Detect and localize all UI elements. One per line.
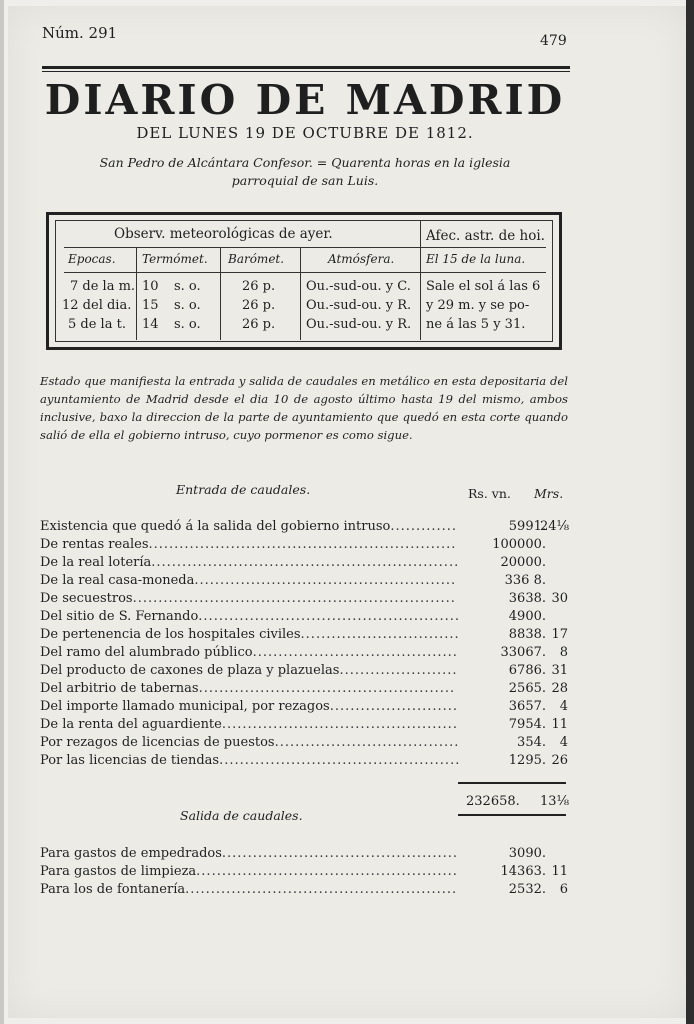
leader-dots: ............................................................ — [148, 537, 457, 552]
ledger-label — [40, 698, 458, 716]
weather-barometro: 26 p. — [242, 298, 276, 313]
ledger-rs: 5991. — [508, 519, 546, 534]
leader-dots: ............................................... — [219, 753, 461, 768]
ledger-row — [40, 662, 570, 680]
intro-paragraph — [40, 372, 568, 444]
ledger-rs: 3638. — [508, 591, 546, 606]
weather-table-inner — [55, 220, 553, 342]
col-mrs-heading: Mrs. — [534, 486, 564, 501]
top-rule-thin — [42, 71, 570, 72]
weather-epoca: 7 de la m. — [70, 279, 136, 294]
ledger-rs: 354. — [517, 735, 546, 750]
ledger-row — [40, 518, 570, 536]
ledger-mrs: 8 — [559, 645, 568, 660]
weather-grados: s. o. — [174, 317, 201, 332]
weather-epoca: 12 del dia. — [62, 298, 132, 313]
ledger-rs: 14363. — [500, 864, 546, 879]
ledger-mrs: 31 — [551, 663, 568, 678]
ledger-mrs: 4 — [559, 735, 568, 750]
weather-astr-title: Afec. astr. de hoi. — [426, 228, 545, 244]
ledger-label-text: Del arbitrio de tabernas — [40, 681, 199, 696]
ledger-label — [40, 716, 458, 734]
leader-dots: ......................... — [329, 699, 459, 714]
weather-termometro: 10 — [142, 279, 159, 294]
ledger-row — [40, 644, 570, 662]
ledger-label-text: De rentas reales — [40, 537, 149, 552]
ledger-row — [40, 554, 570, 572]
weather-termometro: 15 — [142, 298, 159, 313]
leader-dots: ............................................................ — [151, 555, 460, 570]
leader-dots: .................................... — [274, 735, 460, 750]
col-atmosfera: Atmósfera. — [328, 252, 395, 266]
ledger-rs: 33067. — [500, 645, 546, 660]
weather-table — [46, 212, 562, 350]
ledger-label — [40, 572, 456, 590]
saint-line-1: San Pedro de Alcántara Confesor. = Quarenta horas en la iglesia — [99, 155, 511, 170]
col-rs-heading: Rs. vn. — [468, 486, 511, 501]
ledger-mrs: 11 — [551, 864, 568, 879]
weather-atmosfera: Ou.-sud-ou. y R. — [306, 298, 412, 313]
leader-dots: ............................................................... — [132, 591, 456, 606]
page-edge-right — [686, 0, 694, 1024]
ledger-rs: 336 8. — [504, 573, 546, 588]
ledger-label — [40, 626, 460, 644]
ledger-mrs: 24⅛ — [540, 519, 570, 534]
astr-line-2: y 29 m. y se po- — [426, 298, 530, 313]
ledger-mrs: 17 — [551, 627, 568, 642]
ledger-row — [40, 680, 570, 698]
ledger-label-text: De la real casa-moneda — [40, 573, 195, 588]
ledger-label-text: De la real lotería — [40, 555, 152, 570]
ledger-label — [40, 608, 460, 626]
ledger-label — [40, 881, 457, 899]
ledger-rs: 20000. — [500, 555, 546, 570]
entrada-total-rs: 232658. — [466, 794, 520, 809]
ledger-row — [40, 863, 570, 881]
ledger-rs: 2532. — [508, 882, 546, 897]
leader-dots: ................................................... — [194, 573, 457, 588]
ledger-label-text: De pertenencia de los hospitales civiles — [40, 627, 301, 642]
ledger-mrs: 30 — [551, 591, 568, 606]
leader-dots: ............. — [390, 519, 458, 534]
saint-of-day — [80, 154, 530, 190]
weather-col-divider-2 — [220, 247, 221, 340]
ledger-label-text: Para gastos de limpieza — [40, 864, 197, 879]
ledger-row — [40, 608, 570, 626]
ledger-label — [40, 680, 455, 698]
weather-col-divider-4 — [420, 221, 421, 340]
ledger-mrs: 26 — [551, 753, 568, 768]
ledger-label — [40, 734, 459, 752]
ledger-label-text: De secuestros — [40, 591, 133, 606]
ledger-rs: 3657. — [508, 699, 546, 714]
ledger-label-text: Para gastos de empedrados — [40, 846, 222, 861]
ledger-rs: 7954. — [508, 717, 546, 732]
ledger-label — [40, 644, 458, 662]
ledger-label-text: Del sitio de S. Fernando — [40, 609, 199, 624]
ledger-label-text: Para los de fontanería — [40, 882, 186, 897]
weather-grados: s. o. — [174, 298, 201, 313]
ledger-label-text: Del importe llamado municipal, por rezagos — [40, 699, 330, 714]
total-rule-bottom — [458, 814, 566, 816]
leader-dots: ................................................... — [198, 609, 461, 624]
ledger-mrs: 4 — [559, 699, 568, 714]
ledger-rs: 3090. — [508, 846, 546, 861]
entrada-heading: Entrada de caudales. — [176, 482, 311, 497]
top-rule — [42, 66, 570, 69]
intro-text: Estado que manifiesta la entrada y salida de caudales en metálico en esta depositaria del ayuntamiento de Madrid desde el dia 10 de agosto último hasta 19 del mismo, ambos inclusive, baxo la direccion de la parte de ayuntamiento que quedó en esta corte quando salió de ella el gobierno intruso, cuyo pormenor es como sigue. — [40, 374, 568, 442]
ledger-row — [40, 536, 570, 554]
leader-dots: ................................................... — [196, 864, 458, 879]
ledger-label-text: Del ramo del alumbrado público — [40, 645, 253, 660]
salida-heading: Salida de caudales. — [180, 808, 303, 823]
weather-barometro: 26 p. — [242, 279, 276, 294]
ledger-label — [40, 863, 458, 881]
weather-obs-title: Observ. meteorológicas de ayer. — [114, 226, 333, 242]
issue-number: Núm. 291 — [42, 24, 118, 42]
ledger-mrs: 6 — [559, 882, 568, 897]
weather-grados: s. o. — [174, 279, 201, 294]
ledger-row — [40, 716, 570, 734]
total-rule-top — [458, 782, 566, 784]
saint-line-2: parroquial de san Luis. — [231, 173, 379, 188]
entrada-list — [40, 518, 570, 770]
weather-barometro: 26 p. — [242, 317, 276, 332]
weather-termometro: 14 — [142, 317, 159, 332]
ledger-mrs: 11 — [551, 717, 568, 732]
leader-dots: ........................................ — [252, 645, 458, 660]
ledger-label-text: Por rezagos de licencias de puestos — [40, 735, 275, 750]
weather-atmosfera: Ou.-sud-ou. y R. — [306, 317, 412, 332]
ledger-label — [40, 518, 457, 536]
leader-dots: .............................................. — [221, 846, 458, 861]
ledger-label-text: Del producto de caxones de plaza y plazuelas — [40, 663, 340, 678]
page-number: 479 — [540, 33, 567, 49]
leader-dots: .............................................. — [221, 717, 458, 732]
page-edge-left — [0, 0, 4, 1024]
ledger-row — [40, 590, 570, 608]
ledger-rs: 1295. — [508, 753, 546, 768]
ledger-label — [40, 590, 456, 608]
masthead-title: DIARIO DE MADRID — [44, 76, 566, 124]
ledger-label-text: Existencia que quedó á la salida del gobierno intruso — [40, 519, 391, 534]
weather-col-divider-1 — [136, 247, 137, 340]
ledger-row — [40, 698, 570, 716]
ledger-label-text: De la renta del aguardiente — [40, 717, 222, 732]
ledger-row — [40, 752, 570, 770]
weather-epoca: 5 de la t. — [68, 317, 126, 332]
ledger-rs: 8838. — [508, 627, 546, 642]
ledger-label — [40, 536, 456, 554]
leader-dots: .................................................. — [198, 681, 456, 696]
leader-dots: ....................... — [339, 663, 458, 678]
leader-dots: ............................... — [300, 627, 460, 642]
ledger-row — [40, 845, 570, 863]
ledger-row — [40, 881, 570, 899]
dateline: DEL LUNES 19 DE OCTUBRE DE 1812. — [136, 124, 474, 142]
ledger-row — [40, 734, 570, 752]
ledger-label — [40, 662, 458, 680]
ledger-label — [40, 845, 458, 863]
weather-atmosfera: Ou.-sud-ou. y C. — [306, 279, 411, 294]
astr-line-3: ne á las 5 y 31. — [426, 317, 526, 332]
ledger-label-text: Por las licencias de tiendas — [40, 753, 220, 768]
col-baromet: Barómet. — [228, 252, 285, 266]
leader-dots: ..................................................... — [185, 882, 458, 897]
ledger-row — [40, 572, 570, 590]
col-luna: El 15 de la luna. — [426, 252, 526, 266]
col-termomet: Termómet. — [142, 252, 208, 266]
salida-list — [40, 845, 570, 899]
ledger-rs: 4900. — [508, 609, 546, 624]
ledger-rs: 2565. — [508, 681, 546, 696]
ledger-rs: 100000. — [492, 537, 546, 552]
ledger-row — [40, 626, 570, 644]
ledger-mrs: 28 — [551, 681, 568, 696]
entrada-total-mrs: 13⅛ — [540, 794, 570, 809]
ledger-label — [40, 554, 459, 572]
ledger-rs: 6786. — [508, 663, 546, 678]
astr-line-1: Sale el sol á las 6 — [426, 279, 541, 294]
weather-col-divider-3 — [300, 247, 301, 340]
ledger-label — [40, 752, 460, 770]
col-epocas: Epocas. — [68, 252, 116, 266]
